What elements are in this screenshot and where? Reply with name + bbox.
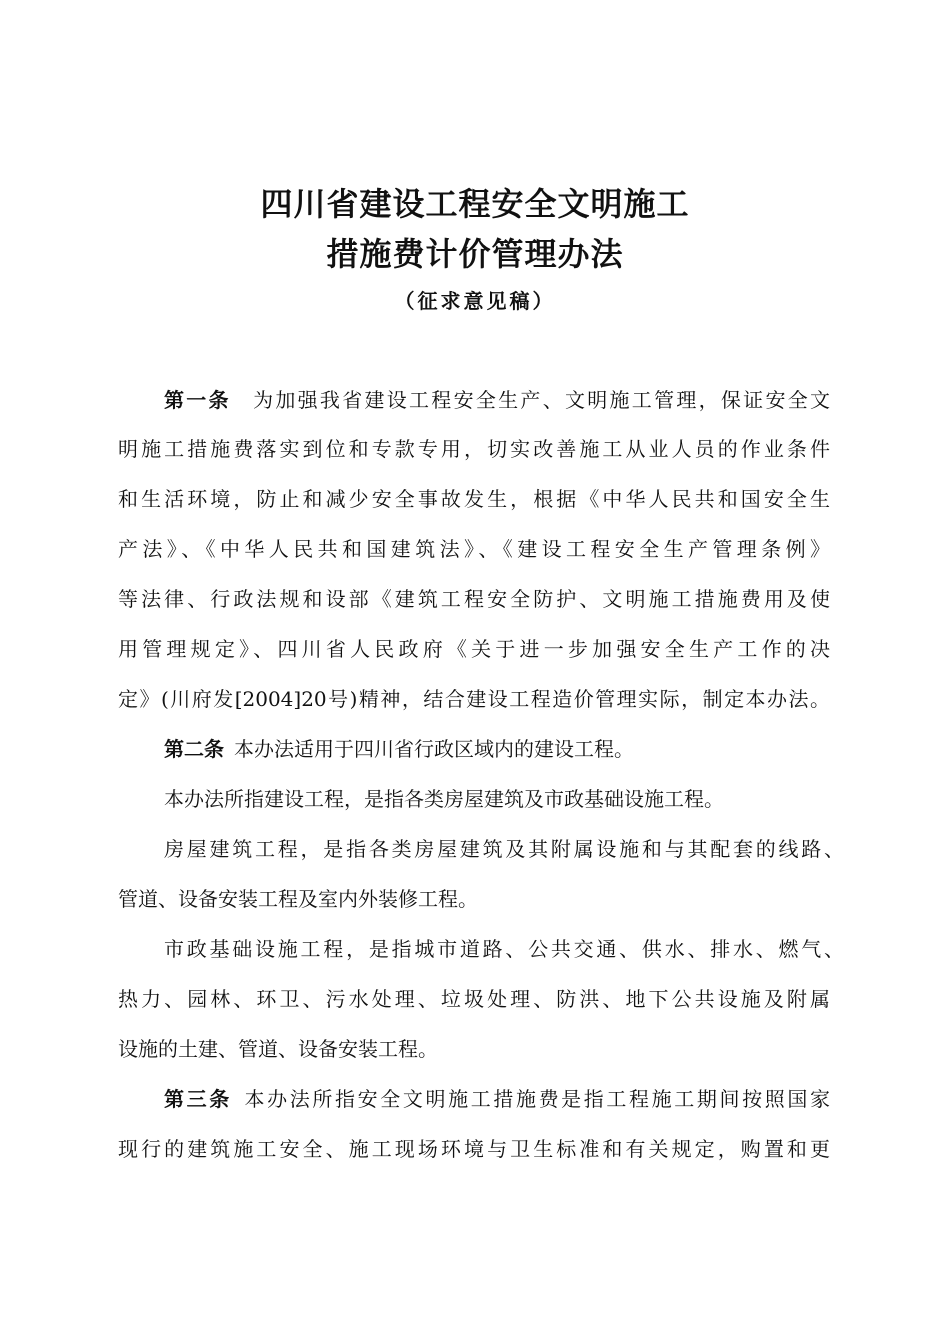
municipal-paragraph-line-1: 市政基础设施工程，是指城市道路、公共交通、供水、排水、燃气、 — [164, 937, 844, 961]
article-2-label: 第二条 — [164, 737, 224, 761]
title-line-1: 四川省建设工程安全文明施工 — [260, 185, 690, 223]
article-1-line-4: 产法》、《中华人民共和国建筑法》、《建设工程安全生产管理条例》 — [118, 537, 830, 561]
article-3-line-2: 现行的建筑施工安全、施工现场环境与卫生标准和有关规定，购置和更 — [118, 1137, 830, 1161]
article-1-label: 第一条 — [164, 388, 231, 412]
article-1-line-6: 用管理规定》、四川省人民政府《关于进一步加强安全生产工作的决 — [118, 637, 830, 661]
document-title — [0, 180, 950, 278]
title-line-2: 措施费计价管理办法 — [326, 235, 624, 273]
article-1-line-3: 和生活环境，防止和减少安全事故发生，根据《中华人民共和国安全生 — [118, 487, 830, 511]
article-3-label: 第三条 — [164, 1087, 232, 1111]
article-1-line-5: 等法律、行政法规和设部《建筑工程安全防护、文明施工措施费用及使 — [118, 587, 830, 611]
house-paragraph-line-1: 房屋建筑工程，是指各类房屋建筑及其附属设施和与其配套的线路、 — [164, 837, 844, 861]
scope-paragraph: 本办法所指建设工程，是指各类房屋建筑及市政基础设施工程。 — [164, 787, 724, 811]
article-3-line-1 — [164, 1084, 830, 1114]
municipal-paragraph-line-2: 热力、园林、环卫、污水处理、垃圾处理、防洪、地下公共设施及附属 — [118, 987, 830, 1011]
article-2-text-1: 本办法适用于四川省行政区域内的建设工程。 — [234, 737, 634, 761]
article-1-line-2: 明施工措施费落实到位和专款专用，切实改善施工从业人员的作业条件 — [118, 437, 830, 461]
house-paragraph-line-2: 管道、设备安装工程及室内外装修工程。 — [118, 887, 478, 911]
article-3-text-1: 本办法所指安全文明施工措施费是指工程施工期间按照国家 — [241, 1087, 831, 1111]
article-2-line-1 — [164, 734, 634, 764]
document-subtitle-block — [0, 286, 950, 316]
municipal-paragraph-line-3: 设施的土建、管道、设备安装工程。 — [118, 1037, 438, 1061]
article-1-line-7: 定》(川府发[2004]20号)精神，结合建设工程造价管理实际，制定本办法。 — [118, 687, 830, 711]
article-1-line-1 — [164, 385, 830, 415]
article-1-text-1: 为加强我省建设工程安全生产、文明施工管理，保证安全文 — [250, 388, 831, 412]
document-subtitle: （征求意见稿） — [394, 289, 556, 313]
